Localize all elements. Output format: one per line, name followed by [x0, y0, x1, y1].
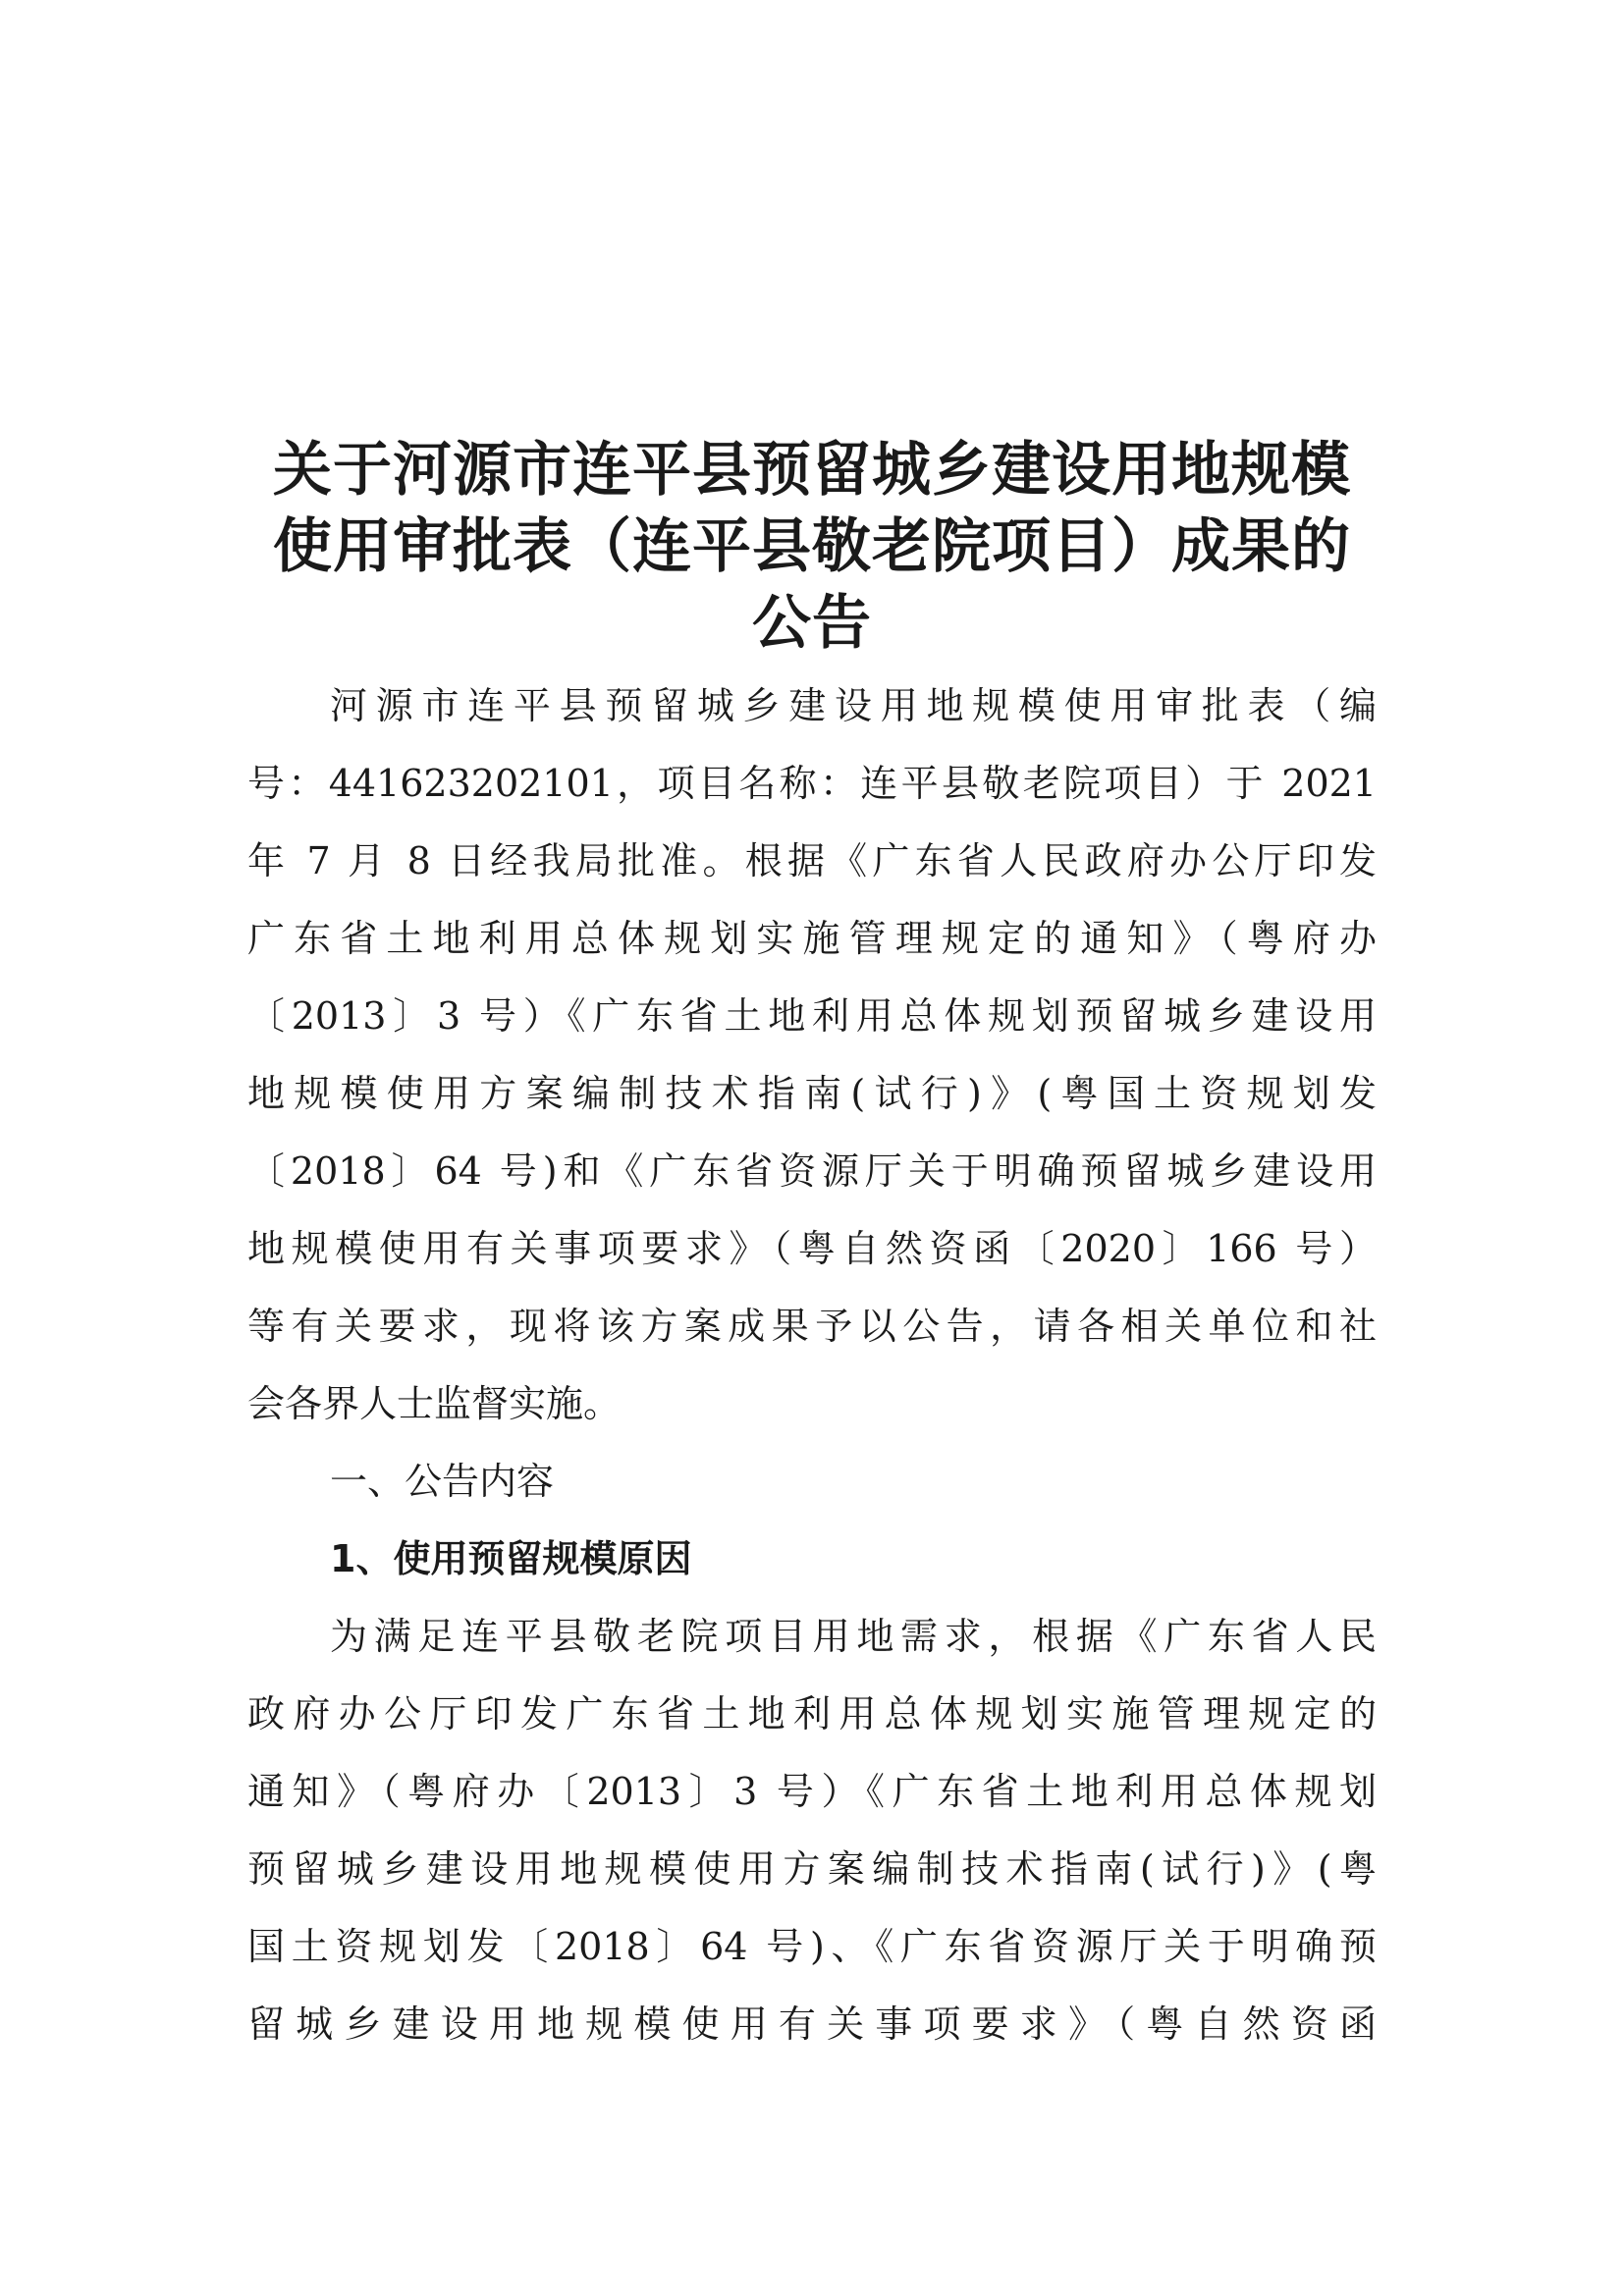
paragraph-line: 〔2013〕3 号）《广东省土地利用总体规划预留城乡建设用 — [247, 994, 1377, 1038]
title-line: 公告 — [752, 589, 872, 658]
paragraph-line: 号：441623202101，项目名称：连平县敬老院项目）于 2021 — [247, 762, 1377, 805]
paragraph-line: 国土资规划发〔2018〕64 号)、《广东省资源厅关于明确预 — [247, 1925, 1377, 1968]
title-line: 使用审批表（连平县敬老院项目）成果的 — [273, 512, 1351, 581]
paragraph-line: 地规模使用方案编制技术指南(试行)》(粤国土资规划发 — [247, 1072, 1377, 1115]
paragraph-line: 留城乡建设用地规模使用有关事项要求》（粤自然资函 — [247, 2002, 1377, 2046]
paragraph-line: 地规模使用有关事项要求》（粤自然资函〔2020〕166 号） — [247, 1227, 1377, 1270]
paragraph-line: 年 7 月 8 日经我局批准。根据《广东省人民政府办公厅印发 — [247, 839, 1377, 882]
document-body — [247, 667, 1377, 2063]
paragraph-line: 广东省土地利用总体规划实施管理规定的通知》（粤府办 — [247, 917, 1377, 960]
paragraph-line: 通知》（粤府办〔2013〕3 号）《广东省土地利用总体规划 — [247, 1770, 1377, 1813]
paragraph-line: 河源市连平县预留城乡建设用地规模使用审批表（编 — [330, 684, 1377, 727]
paragraph-line: 〔2018〕64 号)和《广东省资源厅关于明确预留城乡建设用 — [247, 1149, 1377, 1193]
paragraph-line: 等有关要求，现将该方案成果予以公告，请各相关单位和社 — [247, 1305, 1377, 1348]
paragraph-line: 会各界人士监督实施。 — [247, 1382, 622, 1425]
paragraph-line: 为满足连平县敬老院项目用地需求，根据《广东省人民 — [330, 1615, 1377, 1658]
section-heading: 一、公告内容 — [330, 1460, 555, 1503]
subsection-heading: 1、使用预留规模原因 — [330, 1537, 692, 1580]
paragraph-line: 预留城乡建设用地规模使用方案编制技术指南(试行)》(粤 — [247, 1847, 1377, 1891]
document-title — [245, 432, 1379, 662]
paragraph-line: 政府办公厅印发广东省土地利用总体规划实施管理规定的 — [247, 1692, 1377, 1735]
title-line: 关于河源市连平县预留城乡建设用地规模 — [273, 436, 1351, 505]
